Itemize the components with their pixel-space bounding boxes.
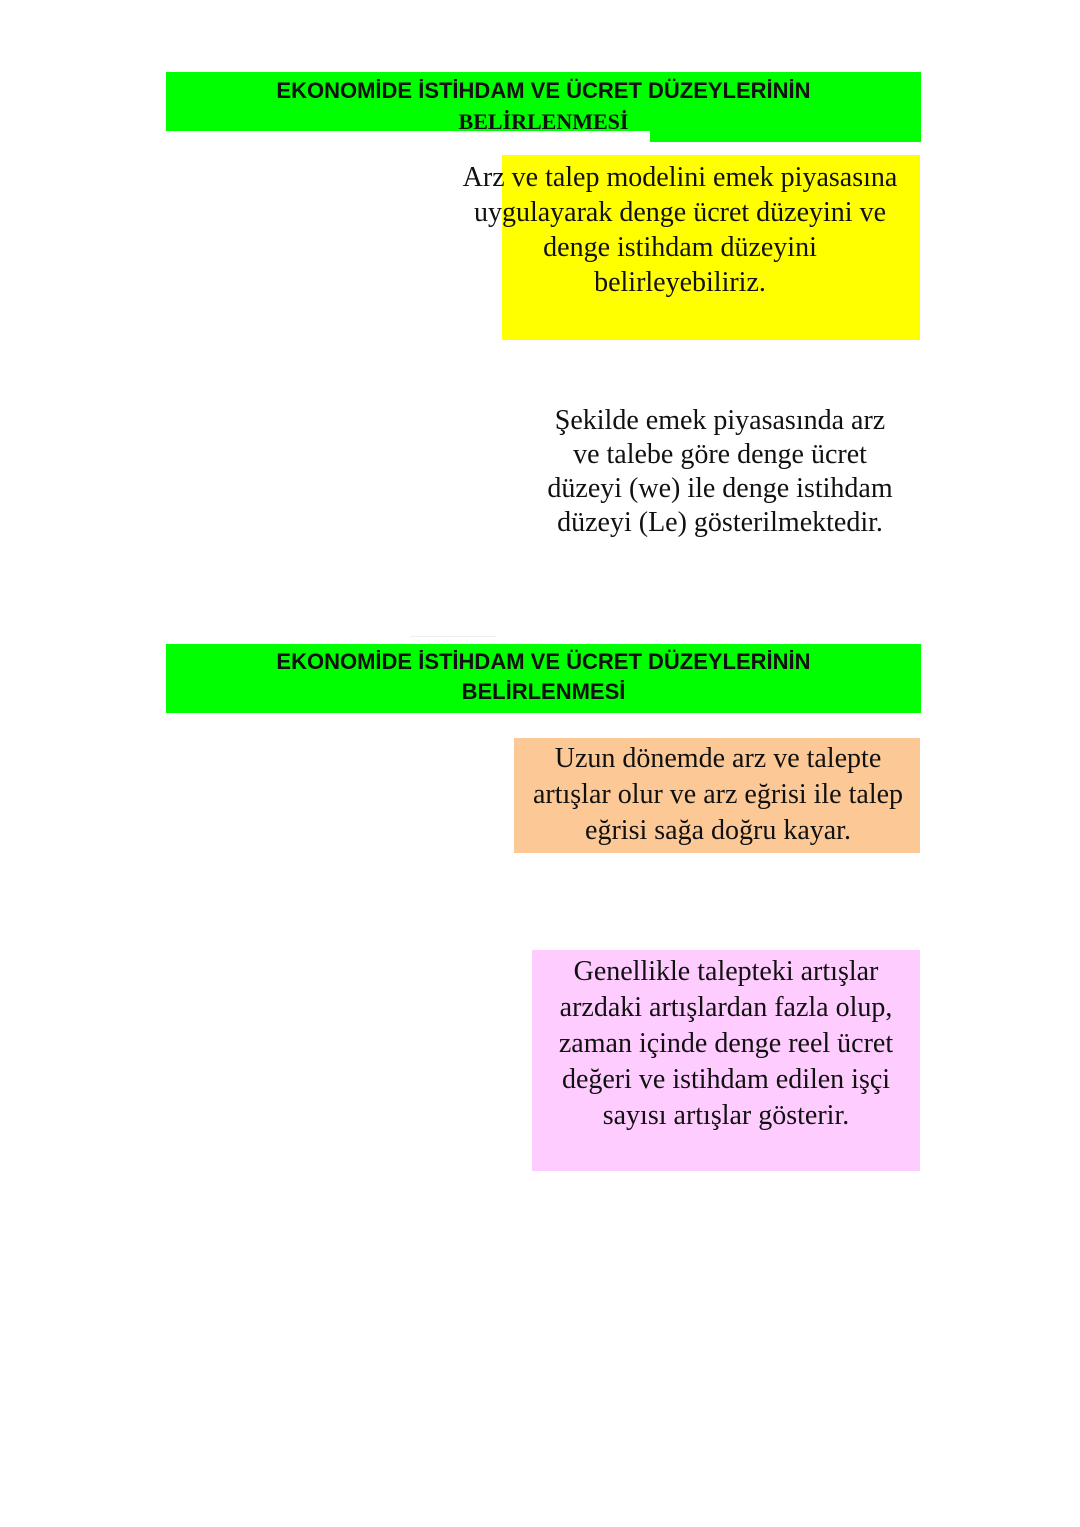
slide1-title-line1: EKONOMİDE İSTİHDAM VE ÜCRET DÜZEYLERİNİN: [276, 78, 811, 103]
pink-note-text: Genellikle talepteki artışlar arzdaki artışlardan fazla olup, zaman içinde denge reel ücret değeri ve istihdam edilen işçi sayısı artışlar gösterir.: [558, 956, 894, 1131]
divider-line: [410, 636, 496, 637]
slide1-title-line2: BELİRLENMESİ: [458, 109, 629, 134]
orange-note-text: Uzun dönemde arz ve talepte artışlar olur ve arz eğrisi ile talep eğrisi sağa doğru kayar.: [532, 743, 904, 846]
figure-description-text: Şekilde emek piyasasında arz ve talebe göre denge ücret düzeyi (we) ile denge istihdam düzeyi (Le) gösterilmektedir.: [547, 405, 893, 538]
slide2-title-line1: EKONOMİDE İSTİHDAM VE ÜCRET DÜZEYLERİNİN: [276, 649, 811, 674]
yellow-note-text: Arz ve talep modelini emek piyasasına uygulayarak denge ücret düzeyini ve denge istihdam düzeyini belirleyebiliriz.: [462, 162, 898, 298]
slide2-title-line2: BELİRLENMESİ: [461, 679, 626, 704]
